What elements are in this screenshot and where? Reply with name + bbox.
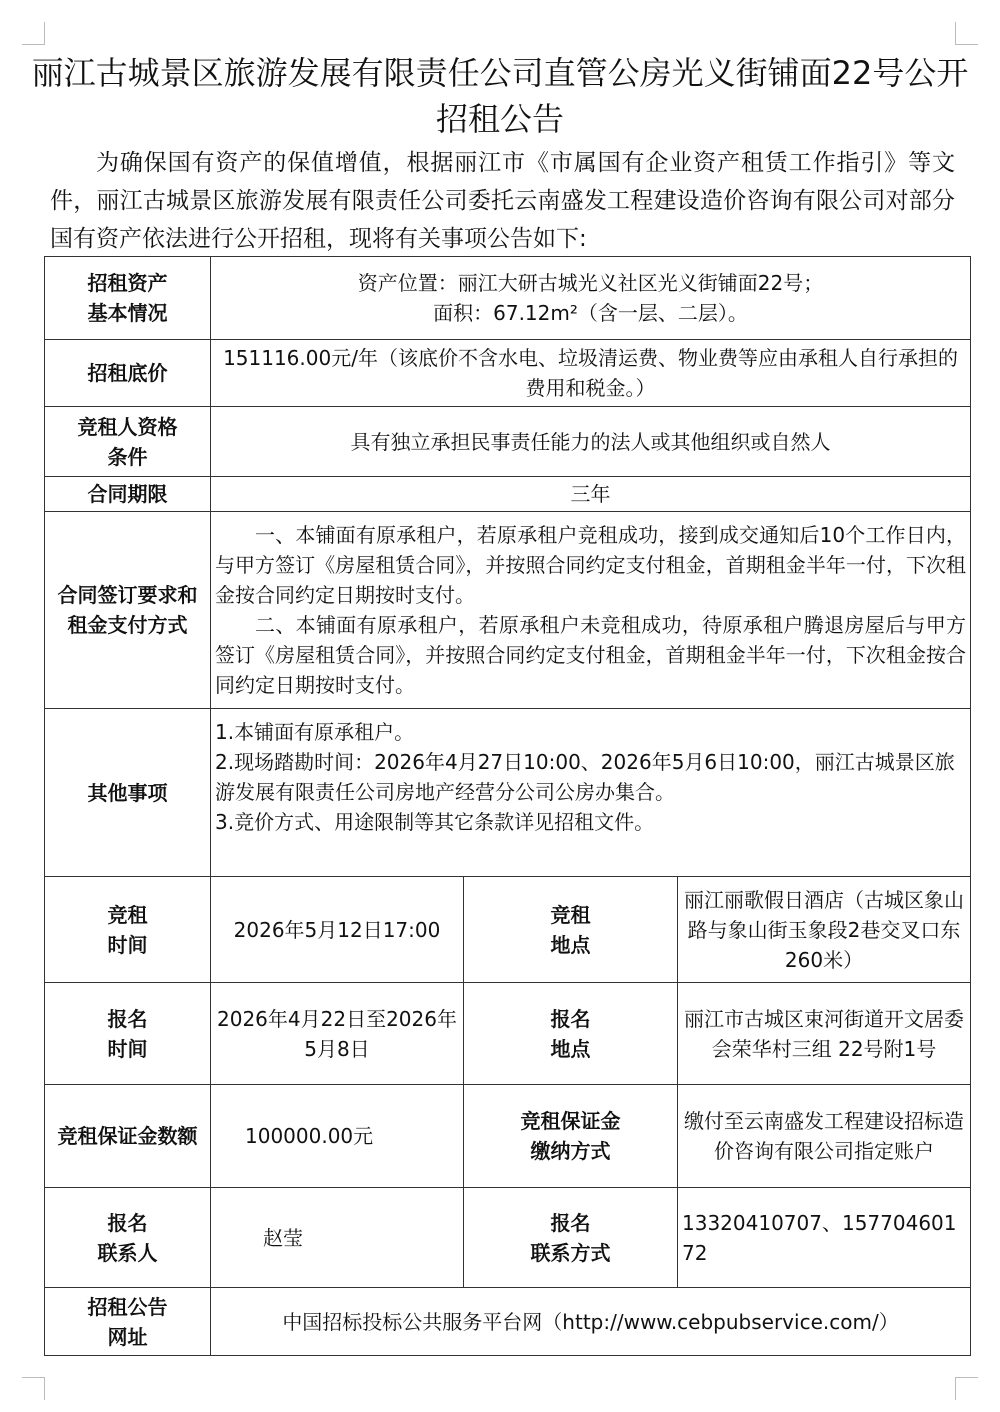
bid-place-value: 丽江丽歌假日酒店（古城区象山路与象山街玉象段2巷交叉口东260米） [678,877,971,983]
signup-contact-label: 报名 联系人 [45,1188,211,1288]
signup-place-value: 丽江市古城区束河街道开文居委会荣华村三组 22号附1号 [678,983,971,1085]
base-price-value: 151116.00元/年（该底价不含水电、垃圾清运费、物业费等应由承租人自行承担的费用和税金。） [211,340,971,407]
other-matters-label: 其他事项 [45,709,211,877]
row-base-price [45,340,971,407]
deposit-method-value: 缴付至云南盛发工程建设招标造价咨询有限公司指定账户 [678,1085,971,1188]
row-contract-payment [45,512,971,709]
other-matters-item-1: 1.本铺面有原承租户。 [215,720,415,744]
signup-phone-value: 13320410707、15770460172 [678,1188,971,1288]
signup-time-value: 2026年4月22日至2026年5月8日 [211,983,464,1085]
notice-table [44,256,971,1356]
asset-info-label: 招租资产 基本情况 [45,257,211,340]
row-bid-time-place [45,877,971,983]
bidder-qualification-label: 竞租人资格 条件 [45,407,211,477]
deposit-amount-value: 100000.00元 [211,1085,464,1188]
row-other-matters [45,709,971,877]
bid-time-label: 竞租 时间 [45,877,211,983]
notice-website-label: 招租公告 网址 [45,1288,211,1356]
contract-payment-para-2: 二、本铺面有原承租户，若原承租户未竞租成功，待原承租户腾退房屋后与甲方签订《房屋租赁合同》，并按照合同约定支付租金，首期租金半年一付，下次租金按合同约定日期按时支付。 [215,613,967,697]
row-website [45,1288,971,1356]
document-title: 丽江古城景区旅游发展有限责任公司直管公房光义街铺面22号公开招租公告 [31,54,969,138]
row-contact [45,1188,971,1288]
other-matters-item-2: 2.现场踏勘时间：2026年4月27日10:00、2026年5月6日10:00，丽江古城景区旅游发展有限责任公司房地产经营分公司公房办集合。 [215,750,955,804]
crop-mark-bottom-left [22,1377,45,1400]
asset-info-value [211,257,971,340]
asset-location: 资产位置：丽江大研古城光义社区光义街铺面22号； [357,271,824,295]
notice-website-value: 中国招标投标公共服务平台网（http://www.cebpubservice.com/） [211,1288,971,1356]
row-signup-time-place [45,983,971,1085]
bid-place-label: 竞租 地点 [464,877,678,983]
signup-contact-value: 赵莹 [211,1188,464,1288]
crop-mark-top-right [955,22,978,45]
deposit-amount-label: 竞租保证金数额 [45,1085,211,1188]
asset-area: 面积：67.12m²（含一层、二层）。 [433,301,748,325]
deposit-method-label: 竞租保证金 缴纳方式 [464,1085,678,1188]
contract-term-value: 三年 [211,477,971,512]
contract-payment-label: 合同签订要求和 租金支付方式 [45,512,211,709]
contract-payment-value [211,512,971,709]
bid-time-value: 2026年5月12日17:00 [211,877,464,983]
signup-place-label: 报名 地点 [464,983,678,1085]
intro-paragraph: 为确保国有资产的保值增值，根据丽江市《市属国有企业资产租赁工作指引》等文件，丽江古城景区旅游发展有限责任公司委托云南盛发工程建设造价咨询有限公司对部分国有资产依法进行公开招租，现将有关事项公告如下: [50,150,955,252]
row-contract-term [45,477,971,512]
contract-term-label: 合同期限 [45,477,211,512]
crop-mark-top-left [22,22,45,45]
row-bidder-qualification [45,407,971,477]
other-matters-item-3: 3.竞价方式、用途限制等其它条款详见招租文件。 [215,810,655,834]
row-asset-info [45,257,971,340]
base-price-label: 招租底价 [45,340,211,407]
signup-time-label: 报名 时间 [45,983,211,1085]
contract-payment-para-1: 一、本铺面有原承租户，若原承租户竞租成功，接到成交通知后10个工作日内，与甲方签订《房屋租赁合同》，并按照合同约定支付租金，首期租金半年一付，下次租金按合同约定日期按时支付。 [215,523,967,607]
signup-phone-label: 报名 联系方式 [464,1188,678,1288]
other-matters-value [211,709,971,877]
crop-mark-bottom-right [955,1377,978,1400]
bidder-qualification-value: 具有独立承担民事责任能力的法人或其他组织或自然人 [211,407,971,477]
row-deposit [45,1085,971,1188]
